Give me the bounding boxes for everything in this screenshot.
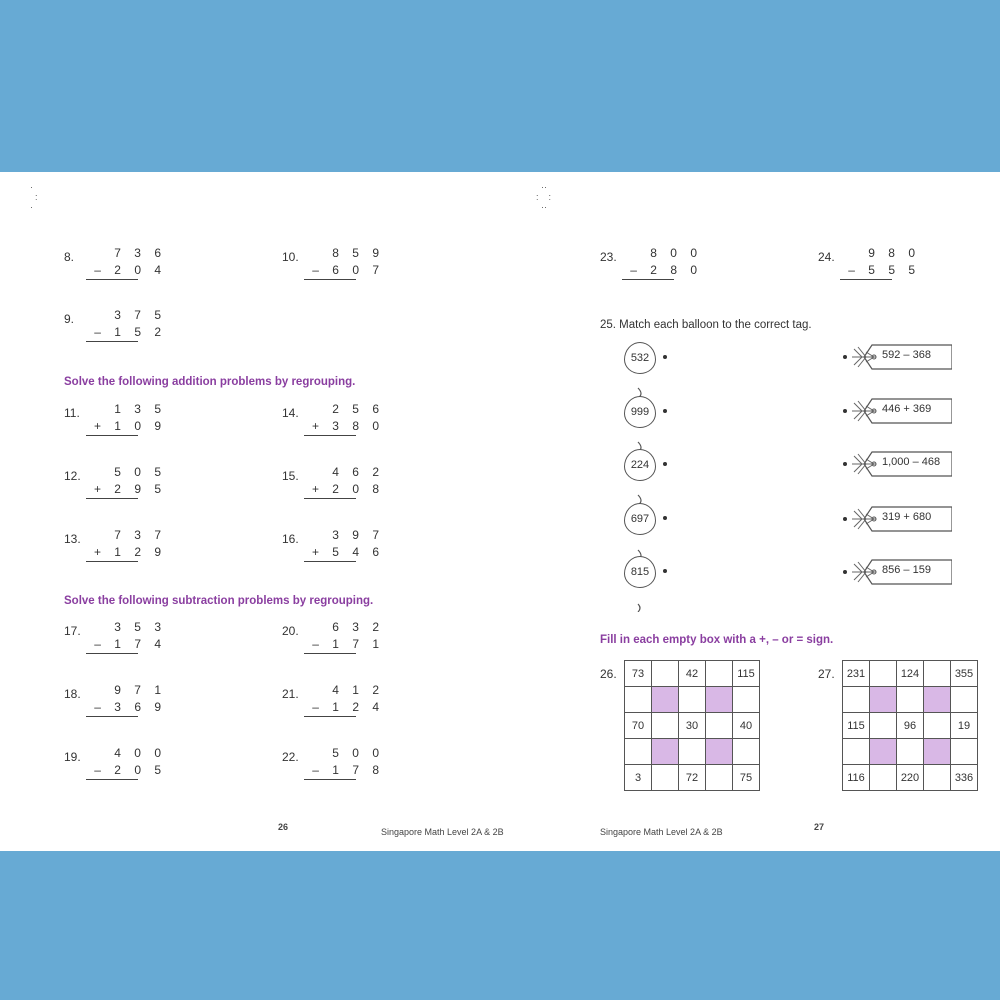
problem-number: 22. — [282, 750, 299, 764]
empty-sign-box[interactable] — [625, 687, 652, 713]
problem-top-number: 8 5 9 — [332, 246, 384, 260]
problem-bottom-number: + 2 9 5 — [93, 482, 166, 496]
problem-23 — [600, 246, 720, 286]
problem-bottom-number: – 2 8 0 — [630, 263, 702, 277]
empty-sign-box[interactable] — [897, 687, 924, 713]
grid-number: 73 — [625, 661, 652, 687]
price-tag[interactable] — [852, 344, 948, 368]
grid-26-number: 26. — [600, 667, 617, 681]
heading-fill-signs: Fill in each empty box with a +, – or = sign. — [600, 634, 834, 646]
grid-number: 40 — [733, 713, 760, 739]
grid-number: 30 — [679, 713, 706, 739]
tag-expression: 1,000 – 468 — [882, 456, 941, 468]
tag-expression: 319 + 680 — [882, 511, 932, 523]
problem-top-number: 1 3 5 — [114, 402, 166, 416]
page-number-left: 26 — [278, 822, 289, 832]
problem-bottom-number: – 2 0 5 — [94, 763, 166, 777]
answer-line — [304, 653, 356, 654]
answer-line — [86, 653, 138, 654]
balloon-match-dot[interactable] — [663, 409, 667, 413]
shaded-box — [924, 687, 951, 713]
problem-14 — [282, 402, 402, 442]
empty-sign-box[interactable] — [652, 661, 679, 687]
answer-line — [304, 716, 356, 717]
grid-number: 116 — [843, 765, 870, 791]
answer-line — [86, 498, 138, 499]
corner-dots-right: ·· : : ·· — [536, 182, 552, 212]
empty-sign-box[interactable] — [652, 765, 679, 791]
problem-24 — [818, 246, 938, 286]
footer-left: Singapore Math Level 2A & 2B — [381, 827, 504, 837]
tag-match-dot[interactable] — [843, 462, 847, 466]
shaded-box — [706, 687, 733, 713]
problem-top-number: 9 8 0 — [868, 246, 920, 260]
answer-line — [304, 435, 356, 436]
grid-number: 231 — [843, 661, 870, 687]
empty-sign-box[interactable] — [924, 765, 951, 791]
problem-top-number: 8 0 0 — [650, 246, 702, 260]
grid-number: 115 — [733, 661, 760, 687]
answer-line — [86, 561, 138, 562]
problem-top-number: 9 7 1 — [114, 683, 166, 697]
grid-number: 72 — [679, 765, 706, 791]
tag-match-dot[interactable] — [843, 517, 847, 521]
heading-addition: Solve the following addition problems by regrouping. — [64, 376, 356, 388]
problem-17 — [64, 620, 184, 660]
problem-top-number: 3 9 7 — [332, 528, 384, 542]
problem-number: 24. — [818, 250, 835, 264]
balloon-match-dot[interactable] — [663, 569, 667, 573]
problem-bottom-number: – 1 7 8 — [312, 763, 384, 777]
problem-bottom-number: + 3 8 0 — [311, 419, 384, 433]
problem-top-number: 3 7 5 — [114, 308, 166, 322]
problem-12 — [64, 465, 184, 505]
answer-line — [86, 435, 138, 436]
problem-bottom-number: – 5 5 5 — [848, 263, 920, 277]
answer-line — [304, 779, 356, 780]
problem-top-number: 2 5 6 — [332, 402, 384, 416]
tag-expression: 856 – 159 — [882, 564, 931, 576]
empty-sign-box[interactable] — [924, 713, 951, 739]
problem-number: 20. — [282, 624, 299, 638]
answer-line — [304, 561, 356, 562]
problem-number: 9. — [64, 312, 75, 326]
grid-number: 96 — [897, 713, 924, 739]
tag-match-dot[interactable] — [843, 570, 847, 574]
page-number-right: 27 — [814, 822, 825, 832]
shaded-box — [706, 739, 733, 765]
shaded-box — [870, 739, 897, 765]
problem-bottom-number: – 1 5 2 — [94, 325, 166, 339]
problem-16 — [282, 528, 402, 568]
tag-expression: 592 – 368 — [882, 349, 931, 361]
empty-sign-box[interactable] — [870, 765, 897, 791]
empty-sign-box[interactable] — [897, 739, 924, 765]
problem-number: 11. — [64, 406, 80, 420]
problem-number: 18. — [64, 687, 81, 701]
problem-number: 16. — [282, 532, 299, 546]
problem-number: 15. — [282, 469, 299, 483]
problem-top-number: 5 0 0 — [332, 746, 384, 760]
empty-sign-box[interactable] — [652, 713, 679, 739]
balloon-match-dot[interactable] — [663, 462, 667, 466]
problem-number: 10. — [282, 250, 299, 264]
empty-sign-box[interactable] — [733, 687, 760, 713]
balloon[interactable]: 224 — [624, 449, 656, 481]
price-tag[interactable] — [852, 559, 948, 583]
shaded-box — [870, 687, 897, 713]
empty-sign-box[interactable] — [924, 661, 951, 687]
shaded-box — [652, 687, 679, 713]
grid-number: 220 — [897, 765, 924, 791]
question-25-prompt: 25. Match each balloon to the correct tag. — [600, 319, 812, 331]
empty-sign-box[interactable] — [733, 739, 760, 765]
grid-number: 70 — [625, 713, 652, 739]
problem-18 — [64, 683, 184, 723]
problem-bottom-number: – 1 2 4 — [312, 700, 384, 714]
problem-top-number: 4 0 0 — [114, 746, 166, 760]
price-tag[interactable] — [852, 398, 948, 422]
problem-bottom-number: + 2 0 8 — [311, 482, 384, 496]
answer-line — [622, 279, 674, 280]
problem-8 — [64, 246, 184, 286]
empty-sign-box[interactable] — [843, 687, 870, 713]
tag-match-dot[interactable] — [843, 409, 847, 413]
corner-dots-left: · : · — [30, 182, 38, 212]
empty-sign-box[interactable] — [706, 713, 733, 739]
grid-number: 124 — [897, 661, 924, 687]
problem-number: 19. — [64, 750, 81, 764]
answer-line — [86, 779, 138, 780]
balloon[interactable]: 999 — [624, 396, 656, 428]
empty-sign-box[interactable] — [679, 739, 706, 765]
answer-line — [86, 341, 138, 342]
empty-sign-box[interactable] — [679, 687, 706, 713]
empty-sign-box[interactable] — [706, 765, 733, 791]
problem-bottom-number: + 1 0 9 — [93, 419, 166, 433]
problem-bottom-number: – 1 7 4 — [94, 637, 166, 651]
grid-number: 336 — [951, 765, 978, 791]
problem-top-number: 7 3 7 — [114, 528, 166, 542]
grid-27 — [842, 660, 978, 791]
problem-bottom-number: – 1 7 1 — [312, 637, 384, 651]
problem-bottom-number: + 1 2 9 — [93, 545, 166, 559]
grid-number: 42 — [679, 661, 706, 687]
tag-expression: 446 + 369 — [882, 403, 932, 415]
empty-sign-box[interactable] — [625, 739, 652, 765]
problem-21 — [282, 683, 402, 723]
problem-22 — [282, 746, 402, 786]
balloon-match-dot[interactable] — [663, 516, 667, 520]
problem-bottom-number: – 6 0 7 — [312, 263, 384, 277]
heading-subtraction: Solve the following subtraction problems by regrouping. — [64, 595, 374, 607]
price-tag[interactable] — [852, 451, 948, 475]
balloon-match-dot[interactable] — [663, 355, 667, 359]
empty-sign-box[interactable] — [951, 739, 978, 765]
problem-bottom-number: – 2 0 4 — [94, 263, 166, 277]
grid-number: 75 — [733, 765, 760, 791]
empty-sign-box[interactable] — [870, 713, 897, 739]
problem-top-number: 6 3 2 — [332, 620, 384, 634]
answer-line — [840, 279, 892, 280]
problem-number: 17. — [64, 624, 81, 638]
problem-15 — [282, 465, 402, 505]
problem-number: 14. — [282, 406, 299, 420]
problem-top-number: 5 0 5 — [114, 465, 166, 479]
grid-26 — [624, 660, 760, 791]
workbook-spread — [0, 172, 1000, 851]
answer-line — [86, 279, 138, 280]
grid-27-number: 27. — [818, 667, 835, 681]
tag-match-dot[interactable] — [843, 355, 847, 359]
empty-sign-box[interactable] — [843, 739, 870, 765]
empty-sign-box[interactable] — [706, 661, 733, 687]
price-tag[interactable] — [852, 506, 948, 530]
problem-10 — [282, 246, 402, 286]
problem-number: 13. — [64, 532, 81, 546]
problem-top-number: 4 6 2 — [332, 465, 384, 479]
problem-11 — [64, 402, 184, 442]
grid-number: 115 — [843, 713, 870, 739]
problem-20 — [282, 620, 402, 660]
problem-9 — [64, 308, 184, 348]
problem-top-number: 7 3 6 — [114, 246, 166, 260]
problem-19 — [64, 746, 184, 786]
balloon[interactable]: 697 — [624, 503, 656, 535]
problem-number: 12. — [64, 469, 81, 483]
answer-line — [86, 716, 138, 717]
footer-right: Singapore Math Level 2A & 2B — [600, 827, 723, 837]
grid-number: 355 — [951, 661, 978, 687]
shaded-box — [924, 739, 951, 765]
grid-number: 19 — [951, 713, 978, 739]
problem-top-number: 4 1 2 — [332, 683, 384, 697]
problem-13 — [64, 528, 184, 568]
answer-line — [304, 498, 356, 499]
empty-sign-box[interactable] — [951, 687, 978, 713]
balloon[interactable]: 815 — [624, 556, 656, 588]
problem-number: 8. — [64, 250, 75, 264]
shaded-box — [652, 739, 679, 765]
grid-number: 3 — [625, 765, 652, 791]
balloon[interactable]: 532 — [624, 342, 656, 374]
answer-line — [304, 279, 356, 280]
problem-top-number: 3 5 3 — [114, 620, 166, 634]
problem-number: 23. — [600, 250, 617, 264]
problem-bottom-number: – 3 6 9 — [94, 700, 166, 714]
problem-number: 21. — [282, 687, 299, 701]
empty-sign-box[interactable] — [870, 661, 897, 687]
problem-bottom-number: + 5 4 6 — [311, 545, 384, 559]
